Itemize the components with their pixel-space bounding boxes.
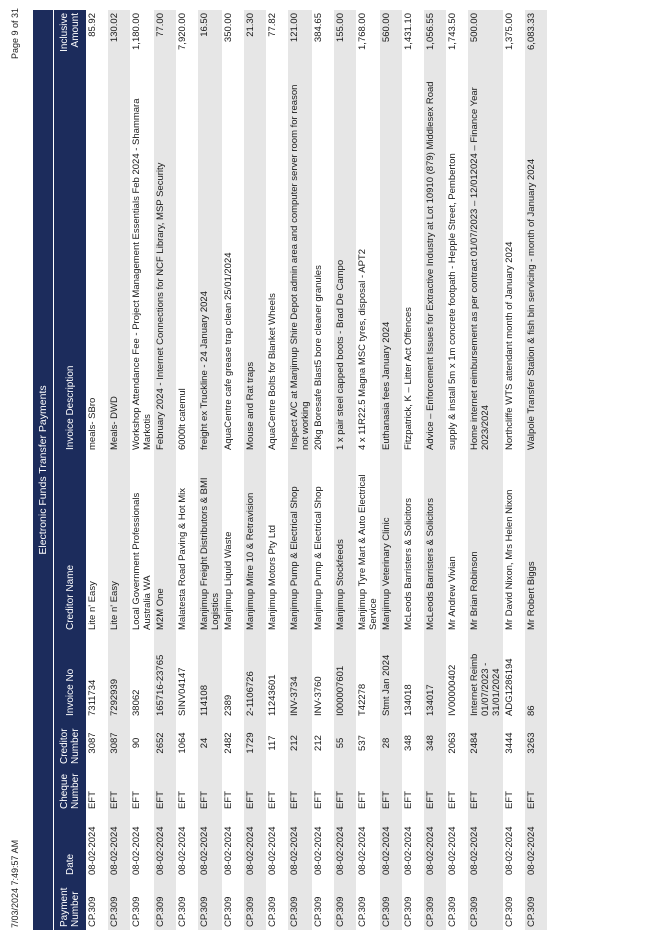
cell-date: 08-02-2024 xyxy=(313,826,324,875)
cell-creditor-number: 1064 xyxy=(177,732,188,754)
cell-invoice-no: I000007601 xyxy=(334,633,356,719)
cell-creditor-number: 2652 xyxy=(154,719,176,767)
table-row xyxy=(503,10,525,930)
cell-creditor-name: Lite n' Easy xyxy=(87,581,98,630)
cell-invoice-no: INV-3734 xyxy=(288,633,312,719)
cell-invoice-no: 86 xyxy=(525,633,547,719)
cell-cheque-number: EFT xyxy=(403,791,414,809)
cell-payment-number: CP.309 xyxy=(380,878,402,930)
cell-payment-number: CP.309 xyxy=(525,878,547,930)
cell-invoice-description: Inspect A/C at Manjimup Shire Depot admin area and computer server room for reason not working xyxy=(288,71,312,453)
column-header-cheque-number: Cheque Number xyxy=(54,767,87,812)
cell-inclusive-amount: 500.00 xyxy=(468,10,503,71)
cell-invoice-no: 114108 xyxy=(198,633,222,719)
cell-date: 08-02-2024 xyxy=(380,812,402,878)
cell-creditor-number: 3087 xyxy=(87,732,98,754)
cell-creditor-number: 2063 xyxy=(447,732,458,754)
cell-creditor-number: 348 xyxy=(424,719,446,767)
cell-date: 08-02-2024 xyxy=(288,812,312,878)
cell-cheque-number: EFT xyxy=(424,767,446,812)
cell-invoice-description: Walpole Transfer Station & fish bin servicing - month of January 2024 xyxy=(525,71,547,453)
table-row xyxy=(266,10,288,930)
cell-payment-number: CP.309 xyxy=(267,896,278,927)
table-row xyxy=(334,10,356,930)
cell-cheque-number: EFT xyxy=(334,767,356,812)
cell-date: 08-02-2024 xyxy=(177,826,188,875)
cell-cheque-number: EFT xyxy=(198,767,222,812)
cell-creditor-name: Manjimup Veterinary Clinic xyxy=(380,453,402,633)
cell-payment-number: CP.309 xyxy=(244,878,266,930)
cell-cheque-number: EFT xyxy=(504,791,515,809)
cell-date: 08-02-2024 xyxy=(131,826,142,875)
cell-invoice-description: Home internet reimbursement as per contract 01/07/2023 – 12/012024 – Finance Year 2023/2024 xyxy=(468,71,503,453)
cell-creditor-name: Mr Andrew Vivian xyxy=(447,556,458,630)
table-row xyxy=(222,10,244,930)
cell-inclusive-amount: 1,431.10 xyxy=(403,13,414,50)
cell-payment-number: CP.309 xyxy=(87,896,98,927)
table-row xyxy=(380,10,402,930)
cell-creditor-number: 3263 xyxy=(525,719,547,767)
cell-payment-number: CP.309 xyxy=(424,878,446,930)
cell-creditor-number: 212 xyxy=(313,735,324,751)
cell-invoice-description: Mouse and Rat traps xyxy=(244,71,266,453)
cell-inclusive-amount: 1,768.00 xyxy=(357,13,368,50)
cell-payment-number: CP.309 xyxy=(504,896,515,927)
cell-payment-number: CP.309 xyxy=(447,896,458,927)
cell-creditor-name: Manjimup Tyre Mart & Auto Electrical Service xyxy=(357,474,379,630)
cell-payment-number: CP.309 xyxy=(131,896,142,927)
cell-creditor-name: McLeods Barristers & Solicitors xyxy=(403,498,414,630)
cell-cheque-number: EFT xyxy=(177,791,188,809)
cell-creditor-number: 28 xyxy=(380,719,402,767)
column-header-payment-number: Payment Number xyxy=(54,878,87,930)
cell-creditor-name: Mr Robert Biggs xyxy=(525,453,547,633)
cell-creditor-name: Malatesta Road Paving & Hot Mix xyxy=(177,487,188,630)
cell-invoice-description: February 2024 - Internet Connections for NCF Library, MSP Security xyxy=(154,71,176,453)
cell-creditor-number: 2482 xyxy=(223,732,234,754)
column-header-date: Date xyxy=(54,812,87,878)
cell-inclusive-amount: 121.00 xyxy=(288,10,312,71)
cell-creditor-name: Mr David Nixon, Mrs Helen Nixon xyxy=(504,489,515,630)
cell-creditor-number: 117 xyxy=(267,735,278,751)
table-row xyxy=(288,10,312,930)
cell-cheque-number: EFT xyxy=(447,791,458,809)
cell-invoice-no: 134017 xyxy=(424,633,446,719)
cell-creditor-number: 537 xyxy=(357,735,368,751)
cell-payment-number: CP.309 xyxy=(468,878,503,930)
cell-payment-number: CP.309 xyxy=(198,878,222,930)
table-row xyxy=(130,10,154,930)
cell-cheque-number: EFT xyxy=(244,767,266,812)
page-number: Page 9 of 31 xyxy=(10,8,20,60)
eft-payments-report xyxy=(33,10,547,930)
cell-inclusive-amount: 155.00 xyxy=(334,10,356,71)
cell-date: 08-02-2024 xyxy=(244,812,266,878)
cell-invoice-description: 20kg Boresafe Blast5 bore cleaner granules xyxy=(313,265,324,450)
cell-payment-number: CP.309 xyxy=(108,878,130,930)
cell-date: 08-02-2024 xyxy=(357,826,368,875)
cell-date: 08-02-2024 xyxy=(424,812,446,878)
cell-creditor-number: 348 xyxy=(403,735,414,751)
cell-creditor-name: M2M One xyxy=(154,453,176,633)
table-row xyxy=(108,10,130,930)
cell-inclusive-amount: 350.00 xyxy=(223,13,234,43)
cell-date: 08-02-2024 xyxy=(108,812,130,878)
table-row xyxy=(86,10,108,930)
table-row xyxy=(424,10,446,930)
cell-inclusive-amount: 1,743.50 xyxy=(447,13,458,50)
cell-creditor-name: Manjimup Pump & Electrical Shop xyxy=(288,453,312,633)
cell-invoice-description: freight ex Truckline - 24 January 2024 xyxy=(198,71,222,453)
cell-payment-number: CP.309 xyxy=(334,878,356,930)
cell-inclusive-amount: 130.02 xyxy=(108,10,130,71)
cell-inclusive-amount: 384.65 xyxy=(313,13,324,43)
cell-date: 08-02-2024 xyxy=(154,812,176,878)
table-row xyxy=(176,10,198,930)
cell-creditor-number: 3444 xyxy=(504,732,515,754)
column-header-invoice-description: Invoice Description xyxy=(54,71,87,453)
cell-creditor-number: 2484 xyxy=(468,719,503,767)
cell-invoice-no: 2-1106726 xyxy=(244,633,266,719)
cell-date: 08-02-2024 xyxy=(447,826,458,875)
cell-payment-number: CP.309 xyxy=(154,878,176,930)
cell-cheque-number: EFT xyxy=(108,767,130,812)
cell-inclusive-amount: 16.50 xyxy=(198,10,222,71)
cell-creditor-name: McLeods Barristers & Solicitors xyxy=(424,453,446,633)
cell-invoice-description: 6000lt catemul xyxy=(177,388,188,450)
cell-invoice-no: INV-3760 xyxy=(313,676,324,716)
cell-invoice-no: 134018 xyxy=(403,684,414,716)
table-row xyxy=(402,10,424,930)
cell-invoice-description: Fitzpatrick, K – Litter Act Offences xyxy=(403,307,414,450)
cell-invoice-no: 11243601 xyxy=(267,674,278,716)
payments-table xyxy=(33,10,547,930)
cell-date: 08-02-2024 xyxy=(334,812,356,878)
table-row xyxy=(356,10,380,930)
cell-cheque-number: EFT xyxy=(223,791,234,809)
cell-invoice-no: Stmt Jan 2024 xyxy=(380,633,402,719)
cell-cheque-number: EFT xyxy=(313,791,324,809)
table-row xyxy=(468,10,503,930)
cell-creditor-number: 212 xyxy=(288,719,312,767)
cell-date: 08-02-2024 xyxy=(403,826,414,875)
cell-inclusive-amount: 1,180.00 xyxy=(131,13,142,50)
table-row xyxy=(198,10,222,930)
cell-inclusive-amount: 7,920.00 xyxy=(177,13,188,50)
cell-inclusive-amount: 1,375.00 xyxy=(504,13,515,50)
cell-invoice-description: supply & install 5m x 1m concrete footpath - Hepple Street, Pemberton xyxy=(447,153,458,450)
cell-cheque-number: EFT xyxy=(87,791,98,809)
cell-invoice-description: 1 x pair steel capped boots - Brad De Campo xyxy=(334,71,356,453)
cell-date: 08-02-2024 xyxy=(525,812,547,878)
cell-inclusive-amount: 77.00 xyxy=(154,10,176,71)
cell-date: 08-02-2024 xyxy=(223,826,234,875)
cell-creditor-name: Local Government Professionals Australia WA xyxy=(131,492,153,630)
cell-invoice-description: Advice – Enforcement Issues for Extractive Industry at Lot 10910 (879) Middlesex Road xyxy=(424,71,446,453)
cell-payment-number: CP.309 xyxy=(357,896,368,927)
cell-creditor-number: 3087 xyxy=(108,719,130,767)
cell-invoice-description: meals- SBro xyxy=(87,397,98,450)
cell-creditor-name: Manjimup Stockfeeds xyxy=(334,453,356,633)
cell-cheque-number: EFT xyxy=(357,791,368,809)
cell-cheque-number: EFT xyxy=(267,791,278,809)
table-row xyxy=(244,10,266,930)
column-header-inclusive-amount: Inclusive Amount xyxy=(54,10,87,71)
cell-creditor-number: 1729 xyxy=(244,719,266,767)
column-header-invoice-no: Invoice No xyxy=(54,633,87,719)
cell-creditor-name: Manjimup Mitre 10 & Retravision xyxy=(244,453,266,633)
cell-invoice-no: ADG1286194 xyxy=(504,658,515,716)
cell-invoice-description: AquaCentre Bolts for Blanket Wheels xyxy=(267,293,278,450)
cell-invoice-no: 165716-23765 xyxy=(154,633,176,719)
cell-cheque-number: EFT xyxy=(380,767,402,812)
cell-creditor-name: Manjimup Pump & Electrical Shop xyxy=(313,486,324,630)
print-timestamp: 7/03/2024 7:49:57 AM xyxy=(10,839,20,928)
cell-invoice-no: Internet Reimb 01/07/2023 - 31/01/2024 xyxy=(468,633,503,719)
cell-invoice-no: SINV04147 xyxy=(177,667,188,716)
cell-creditor-name: Manjimup Liquid Waste xyxy=(223,531,234,630)
cell-creditor-name: Manjimup Freight Distributors & BMI Logistics xyxy=(198,453,222,633)
table-row xyxy=(446,10,468,930)
cell-payment-number: CP.309 xyxy=(288,878,312,930)
cell-invoice-no: 7311734 xyxy=(87,679,98,716)
cell-invoice-no: IV00000402 xyxy=(447,664,458,716)
cell-cheque-number: EFT xyxy=(468,767,503,812)
cell-inclusive-amount: 21.30 xyxy=(244,10,266,71)
cell-creditor-name: Lite n' Easy xyxy=(108,453,130,633)
column-header-creditor-number: Creditor Number xyxy=(54,719,87,767)
cell-invoice-no: T42278 xyxy=(357,683,368,716)
cell-date: 08-02-2024 xyxy=(198,812,222,878)
cell-invoice-description: Meals- DWD xyxy=(108,71,130,453)
payments-table-body xyxy=(86,10,547,930)
cell-invoice-description: Northcliffe WTS attendant month of January 2024 xyxy=(504,241,515,450)
cell-invoice-no: 7292939 xyxy=(108,633,130,719)
cell-payment-number: CP.309 xyxy=(313,896,324,927)
cell-inclusive-amount: 6,083.33 xyxy=(525,10,547,71)
cell-cheque-number: EFT xyxy=(288,767,312,812)
cell-date: 08-02-2024 xyxy=(87,826,98,875)
cell-invoice-no: 38062 xyxy=(131,689,142,716)
cell-inclusive-amount: 560.00 xyxy=(380,10,402,71)
cell-inclusive-amount: 85.92 xyxy=(87,13,98,37)
cell-date: 08-02-2024 xyxy=(504,826,515,875)
cell-cheque-number: EFT xyxy=(154,767,176,812)
cell-creditor-number: 90 xyxy=(131,737,142,749)
cell-creditor-name: Manjimup Motors Pty Ltd xyxy=(267,524,278,630)
cell-inclusive-amount: 1,056.55 xyxy=(424,10,446,71)
cell-invoice-description: Euthanasia fees January 2024 xyxy=(380,71,402,453)
table-row xyxy=(154,10,176,930)
cell-invoice-description: AquaCentre cafe grease trap clean 25/01/2024 xyxy=(223,252,234,450)
cell-cheque-number: EFT xyxy=(525,767,547,812)
cell-payment-number: CP.309 xyxy=(177,896,188,927)
cell-invoice-description: Workshop Attendance Fee - Project Management Essentials Feb 2024 - Shammara Markotis xyxy=(131,98,153,450)
cell-creditor-name: Mr Brian Robinson xyxy=(468,453,503,633)
report-title: Electronic Funds Transfer Payments xyxy=(33,10,54,930)
cell-payment-number: CP.309 xyxy=(403,896,414,927)
column-header-creditor-name: Creditor Name xyxy=(54,453,87,633)
cell-date: 08-02-2024 xyxy=(267,826,278,875)
table-row xyxy=(525,10,547,930)
cell-invoice-description: 4 x 11R22.5 Magna MSC tyres, disposal - APT2 xyxy=(357,249,368,450)
table-row xyxy=(312,10,334,930)
cell-cheque-number: EFT xyxy=(131,791,142,809)
cell-date: 08-02-2024 xyxy=(468,812,503,878)
cell-invoice-no: 2389 xyxy=(223,694,234,716)
cell-creditor-number: 24 xyxy=(198,719,222,767)
cell-inclusive-amount: 77.82 xyxy=(267,13,278,37)
cell-payment-number: CP.309 xyxy=(223,896,234,927)
cell-creditor-number: 55 xyxy=(334,719,356,767)
